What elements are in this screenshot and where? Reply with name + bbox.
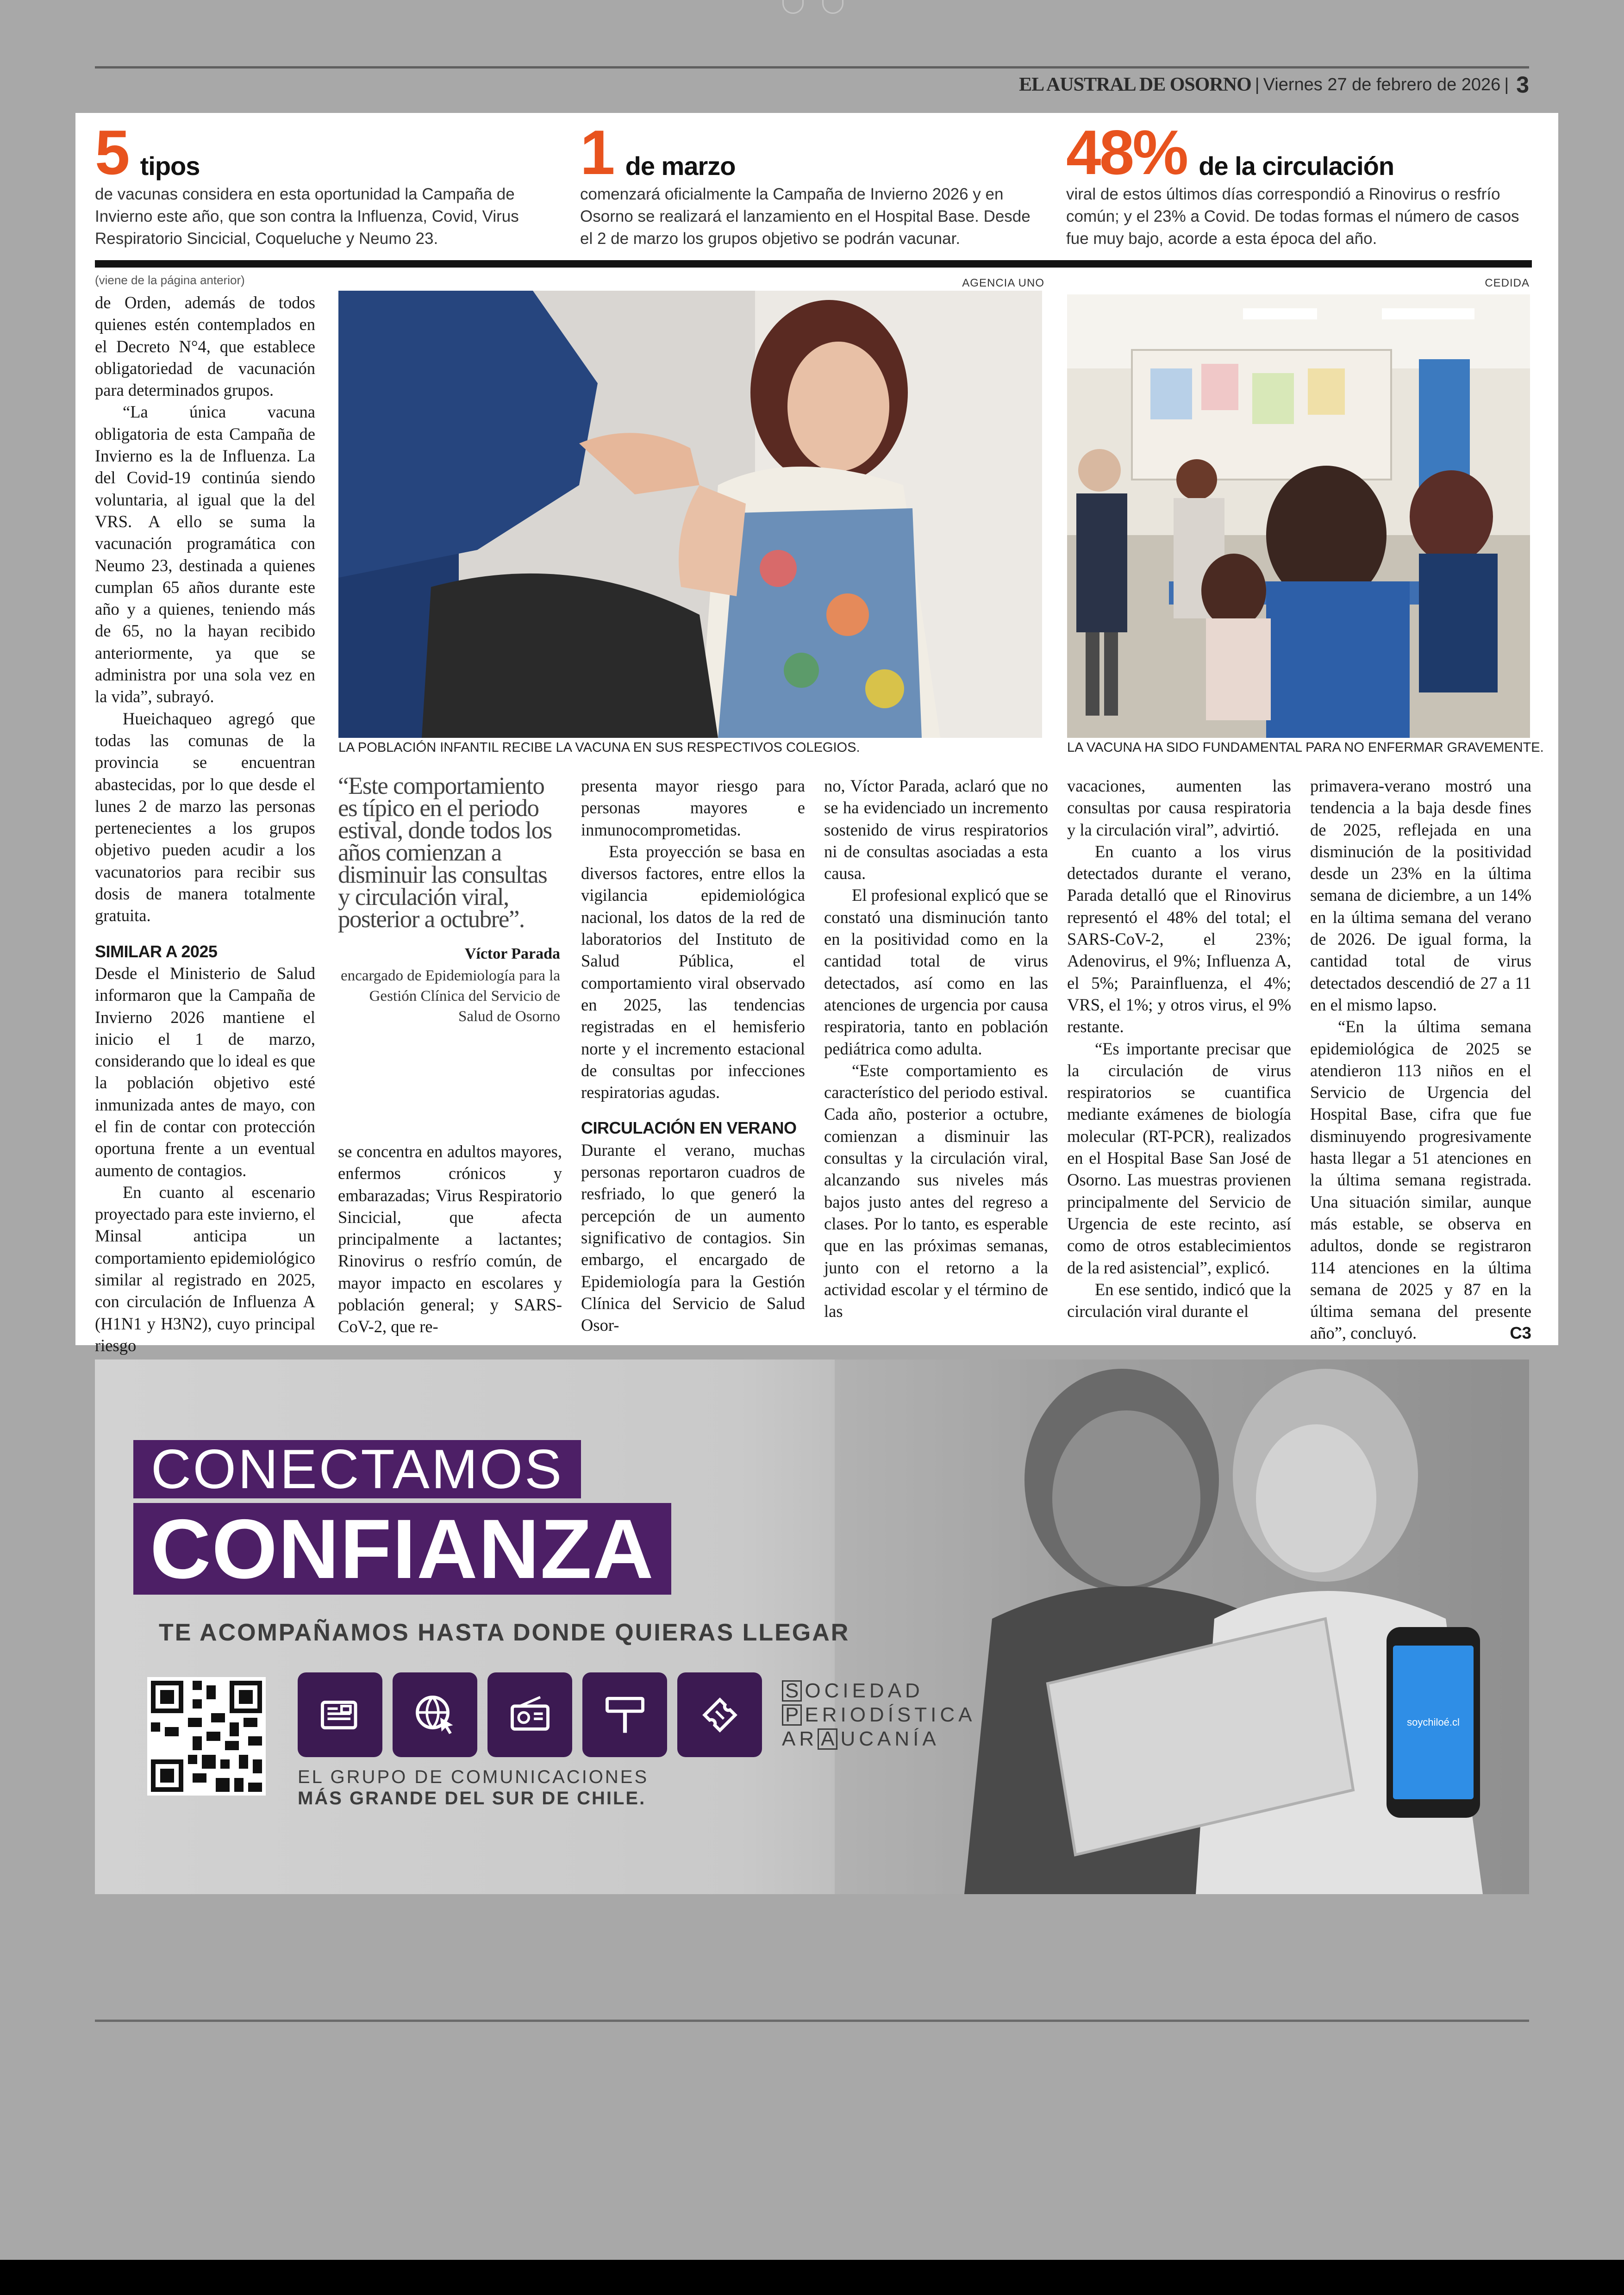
quote-author: Víctor Parada <box>464 945 560 962</box>
smartphone-icon <box>1387 1627 1480 1818</box>
paragraph: presenta mayor riesgo para personas mayores e inmunocomprometidas. <box>581 776 805 839</box>
stat-unit: tipos <box>140 151 200 181</box>
page-nav-dots[interactable] <box>782 0 843 14</box>
clinic-waiting-room-photo <box>1067 294 1530 738</box>
subheading: CIRCULACIÓN EN VERANO <box>581 1118 797 1138</box>
stat-number: 1 <box>580 117 613 187</box>
clinic-photo-illustration <box>1067 294 1530 738</box>
advertisement[interactable] <box>95 1360 1529 1894</box>
quote-role: encargado de Epidemiología para la Gestión Clínica del Servicio de Salud de Osorno <box>340 967 560 1025</box>
stat-text: viral de estos últimos días correspondió a Rinovirus o resfrío común; y el 23% a Covid. De todas formas el número de casos fue muy bajo, acorde a esta época del año. <box>1066 185 1519 248</box>
group-line-1: EL GRUPO DE COMUNICACIONES <box>298 1767 649 1787</box>
newspaper-icon <box>298 1672 382 1757</box>
ad-tagline: TE ACOMPAÑAMOS HASTA DONDE QUIERAS LLEGAR <box>159 1619 850 1646</box>
paragraph: “Este comportamiento es característico del periodo estival. Cada año, posterior a octubre, comienzan a disminuir las consultas y la circulación viral, alcanzando sus niveles más bajos justo antes del regreso a clases. Por lo tanto, es esperable que en las próximas semanas, junto con el retorno a la actividad escolar y el término de las <box>824 1060 1048 1321</box>
photo-credit: CEDIDA <box>1485 277 1530 289</box>
logo-initial: P <box>782 1704 802 1726</box>
photo-credit: AGENCIA UNO <box>962 277 1044 289</box>
continued-note: (viene de la página anterior) <box>95 273 245 287</box>
page-number: 3 <box>1516 72 1529 98</box>
paragraph: “Es importante precisar que la circulación de virus respiratorios se cuantifica mediante exámenes de biología molecular (RT-PCR), realizados en el Hospital Base San José de Osorno. Las muestras provienen principalmente del Servicio de Urgencia de este recinto, así como de otros establecimientos de la red asistencial”, explicó. <box>1067 1039 1291 1277</box>
paragraph: El profesional explicó que se constató una disminución tanto en la positividad como en la cantidad total de virus detectados, así como en las atenciones de urgencia por causa respiratoria, tanto en población pediátrica como adulta. <box>824 886 1048 1058</box>
section-rule <box>95 260 1532 268</box>
photo-caption: LA VACUNA HA SIDO FUNDAMENTAL PARA NO ENFERMAR GRAVEMENTE. <box>1067 740 1544 755</box>
logo-text: ERIODÍSTICA <box>805 1703 976 1726</box>
subheading: SIMILAR A 2025 <box>95 942 218 961</box>
stat-number: 48% <box>1066 117 1187 187</box>
paragraph: se concentra en adultos mayores, enfermos crónicos y embarazadas; Virus Respiratorio Sincicial, que afecta principalmente a lactantes; Rinovirus o resfrío común, de mayor impacto en escolares y población general; y SARS-CoV-2, que re- <box>338 1142 562 1336</box>
next-page-dot[interactable] <box>822 0 843 14</box>
stat-block-1 <box>95 117 558 250</box>
prev-page-dot[interactable] <box>782 0 804 14</box>
paragraph: En cuanto al escenario proyectado para este invierno, el Minsal anticipa un comportamiento epidemiológico similar al registrado en 2025, con circulación de Influenza A (H1N1 y H3N2), cuyo principal riesgo <box>95 1182 315 1355</box>
quote-text: “Este comportamiento es típico en el periodo estival, donde todos los años comienzan a disminuir las consultas y circulación viral, posterior a octubre”. <box>338 773 552 933</box>
logo-text: UCANÍA <box>840 1727 940 1750</box>
photo-caption: LA POBLACIÓN INFANTIL RECIBE LA VACUNA EN SUS RESPECTIVOS COLEGIOS. <box>338 740 860 755</box>
stat-unit: de la circulación <box>1199 151 1394 181</box>
pull-quote <box>338 775 560 1027</box>
paragraph-text: “En la última semana epidemiológica de 2025 se atendieron 113 niños en el Servicio de Urgencia del Hospital Base, cifra que fue disminuyendo progresivamente hasta llegar a 51 atenciones en la última semana registrada. Una situación similar, aunque más estable, se observa en adultos, donde se registraron 114 atenciones en la última semana de 2025 y 87 en la última semana del presente año”, concluyó. <box>1310 1017 1531 1343</box>
article-column-5 <box>1067 775 1291 1322</box>
paragraph: Hueichaqueo agregó que todas las comunas de la provincia se encuentran abastecidas, por lo que desde el lunes 2 de marzo las personas pertenecientes a los grupos objetivo pueden acudir a los vacunatorios para recibir sus dosis de manera totalmente gratuita. <box>95 709 315 925</box>
stat-block-3 <box>1066 117 1529 250</box>
ad-headline-1: CONECTAMOS <box>133 1440 581 1498</box>
article-column-2 <box>338 1141 562 1338</box>
top-rule <box>95 66 1529 69</box>
radio-icon <box>487 1672 572 1757</box>
article-column-3 <box>581 775 805 1336</box>
ticket-icon <box>677 1672 762 1757</box>
logo-initial: A <box>818 1728 837 1750</box>
folio-separator-2: | <box>1504 75 1509 94</box>
qr-code-icon[interactable] <box>147 1677 266 1796</box>
paragraph <box>1310 1016 1531 1344</box>
logo-initial: S <box>782 1680 802 1702</box>
stat-unit: de marzo <box>625 151 736 181</box>
paragraph: Desde el Ministerio de Salud informaron que la Campaña de Invierno 2026 mantiene el inicio el 1 de marzo, considerando que lo ideal es que la población objetivo esté inmunizada antes de mayo, con el fin de contar con protección oportuna frente a un eventual aumento de contagios. <box>95 963 315 1180</box>
stat-text: comenzará oficialmente la Campaña de Invierno 2026 y en Osorno se realizará el lanzamiento en el Hospital Base. Desde el 2 de marzo los grupos objetivo se podrán vacunar. <box>580 185 1031 248</box>
stat-number: 5 <box>95 117 128 187</box>
logo-text: OCIEDAD <box>805 1679 924 1702</box>
paragraph: En ese sentido, indicó que la circulación viral durante el <box>1067 1279 1291 1321</box>
logo-text: AR <box>782 1727 818 1750</box>
vaccination-photo <box>338 291 1042 738</box>
billboard-icon <box>582 1672 667 1757</box>
paragraph: primavera-verano mostró una tendencia a la baja desde fines de 2025, reflejada en una disminución de la positividad desde un 23% en la última semana de diciembre, a un 14% en la última semana del verano de 2026. De igual forma, la cantidad total de virus detectados descendió de 27 a 11 en el mismo lapso. <box>1310 776 1531 1014</box>
stat-text: de vacunas considera en esta oportunidad la Campaña de Invierno este año, que son contra la Influenza, Covid, Virus Respiratorio Sincicial, Coqueluche y Neumo 23. <box>95 185 519 248</box>
folio-separator: | <box>1255 75 1260 94</box>
vaccination-photo-illustration <box>338 291 1042 738</box>
phone-screen-text: soychiloé.cl <box>1393 1646 1474 1799</box>
group-line-2: MÁS GRANDE DEL SUR DE CHILE. <box>298 1788 646 1809</box>
globe-cursor-icon <box>393 1672 477 1757</box>
article-column-4 <box>824 775 1048 1322</box>
paragraph: no, Víctor Parada, aclaró que no se ha evidenciado un incremento sostenido de virus respiratorios ni de consultas asociadas a esta causa. <box>824 776 1048 883</box>
ad-media-icons <box>298 1672 762 1757</box>
paragraph: En cuanto a los virus detectados durante el verano, Parada detalló que el Rinovirus representó el 48% del total; el SARS-CoV-2, el 23%; Adenovirus, el 9%; Influenza A, el 5%; Parainfluenza, el 4%; VRS, el 1%; y otros virus, el 9% restante. <box>1067 842 1291 1036</box>
article-column-1 <box>95 292 315 1356</box>
publication-name: EL AUSTRAL DE OSORNO <box>1019 74 1251 95</box>
paragraph: de Orden, además de todos quienes estén contemplados en el Decreto N°4, que establece obligatoriedad de vacunación para determinados grupos. <box>95 293 315 400</box>
article-column-6 <box>1310 775 1531 1344</box>
paragraph: Esta proyección se basa en diversos factores, entre ellos la vigilancia epidemiológica nacional, los datos de la red de laboratorios del Instituto de Salud Pública, el comportamiento viral observado en 2025, las tendencias registradas en el hemisferio norte y el incremento estacional de consultas por infecciones respiratorias agudas. <box>581 842 805 1102</box>
viewer-bottom-bar <box>0 2260 1624 2295</box>
issue-date: Viernes 27 de febrero de 2026 <box>1263 75 1501 94</box>
paragraph: “La única vacuna obligatoria de esta Campaña de Invierno es la de Influenza. La del Covid-19 continúa siendo voluntaria, al igual que la del VRS. A ello se suma la vacunación programática con Neumo 23, destinada a quienes cumplan 65 años durante este año y a quienes, teniendo más de 65, no la hayan recibido anteriormente, ya que se administra por una sola vez en la vida”, subrayó. <box>95 402 315 706</box>
stat-block-2 <box>580 117 1043 250</box>
page-folio <box>95 69 1529 100</box>
paragraph: Durante el verano, muchas personas reportaron cuadros de resfriado, lo que generó la percepción de un aumento significativo de contagios. Sin embargo, el encargado de Epidemiología para la Gestión Clínica del Servicio de Salud Osor- <box>581 1140 805 1335</box>
ad-headline-2: CONFIANZA <box>133 1503 671 1595</box>
newspaper-page <box>75 113 1558 1355</box>
paragraph: vacaciones, aumenten las consultas por causa respiratoria y la circulación viral”, advirtió. <box>1067 776 1291 839</box>
bottom-rule <box>95 2020 1529 2022</box>
end-of-article-mark: C3 <box>1510 1323 1531 1343</box>
sociedad-periodistica-araucania-logo <box>782 1679 976 1751</box>
